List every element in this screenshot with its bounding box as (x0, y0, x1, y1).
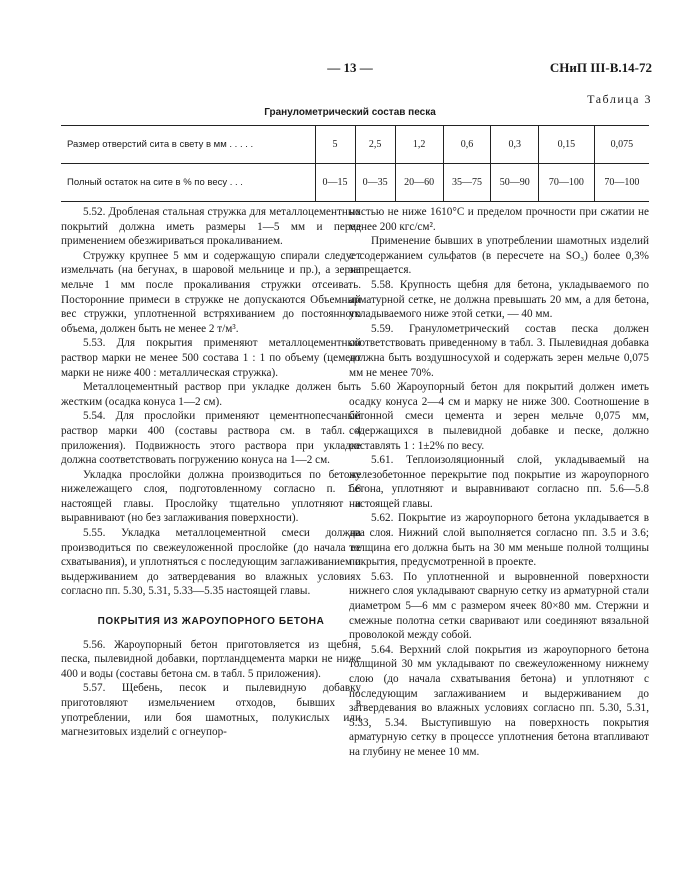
table-cell: 0,075 (594, 126, 649, 164)
paragraph-5-56: 5.56. Жароупорный бетон приготовляется из щебня, песка, пылевидной добавки, портландцемента марки не ниже 400 и воды (составы бетона см. в табл. 5 приложения). (61, 638, 361, 680)
paragraph-5-63: 5.63. По уплотненной и выровненной поверхности нижнего слоя укладывают сварную сетку из арматурной стали диаметром 5—6 мм с размером ячеек 80×80 мм. Стержни и смежные полотна сетки сваривают или соединяют вязальной проволокой между собой. (349, 570, 649, 642)
paragraph-5-60: 5.60 Жароупорный бетон для покрытий должен иметь осадку конуса 2—4 см и марку не ниже 300. Соотношение в бетонной смеси цемента и зерен мельче 0,075 мм, содержащихся в пылевидной добавке и песке, должно составлять 1 : 1±2% по весу. (349, 381, 649, 452)
right-column (349, 205, 649, 760)
grain-composition-table (61, 125, 649, 202)
table-title: Гранулометрический состав песка (264, 107, 436, 118)
document-code: СНиП III-В.14-72 (549, 60, 652, 75)
paragraph-text: Применение бывших в употреблении шамотных изделий с содержанием сульфатов (в пересчете на SO₃) более 0,3% запрещается. (349, 235, 649, 277)
table-cell: 0,15 (539, 126, 595, 164)
section-heading: ПОКРЫТИЯ ИЗ ЖАРОУПОРНОГО БЕТОНА (97, 616, 325, 628)
paragraph-5-53: 5.53. Для покрытия применяют металлоцементный раствор марки не менее 500 состава 1 : 1 по объему (цемент марки не ниже 400 : металлическая стружка). (61, 337, 361, 379)
paragraph-continuation: ностью не ниже 1610°С и пределом прочности при сжатии не менее 200 кгс/см². (349, 206, 649, 233)
table-cell: 5 (315, 126, 355, 164)
row-label: Полный остаток на сите в % по весу . . . (61, 164, 315, 202)
paragraph-5-55: 5.55. Укладка металлоцементной смеси должна производиться по свежеуложенной прослойке (до начала ее схватывания), и уплотняться с последующим заглаживанием и выдерживанием до затвердевания во влажных условиях согласно пп. 5.30, 5.31, 5.33—5.35 настоящей главы. (61, 527, 361, 598)
paragraph-text: Металлоцементный раствор при укладке должен быть жестким (осадка конуса 1—2 см). (61, 381, 361, 408)
table-row (61, 164, 649, 202)
table-cell: 0,6 (443, 126, 491, 164)
paragraph-5-64: 5.64. Верхний слой покрытия из жароупорного бетона толщиной 30 мм укладывают по свежеуложенному нижнему слою (до начала схватывания бетона) и уплотняют с последующим заглаживанием и выдерживанием до затвердевания во влажных условиях согласно пп. 5.30, 5.31, 5.33, 5.34. Выступившую на поверхность покрытия арматурную сетку в процессе уплотнения бетона втапливают на глубину не менее 10 мм. (349, 643, 649, 758)
table-cell: 2,5 (355, 126, 395, 164)
table-cell: 0—15 (315, 164, 355, 202)
paragraph-text: Укладка прослойки должна производиться по бетону нижележащего слоя, подготовленному согласно п. 1.6 настоящей главы. Прослойку тщательно уплотняют и выравнивают (но без заглаживания поверхности). (61, 468, 361, 525)
row-label: Размер отверстий сита в свету в мм . . . . . (61, 126, 315, 164)
table-row (61, 126, 649, 164)
paragraph-5-62: 5.62. Покрытие из жароупорного бетона укладывается в два слоя. Нижний слой выполняется согласно пп. 3.5 и 3.6; толщина его должна быть на 30 мм меньше полной толщины покрытия, предусмотренной в проекте. (349, 512, 649, 569)
paragraph-5-52: 5.52. Дробленая стальная стружка для металлоцементных покрытий должна иметь размеры 1—5 мм и перед применением обезжириваться прокаливанием. (61, 206, 361, 248)
table-cell: 70—100 (594, 164, 649, 202)
table-label: Таблица 3 (587, 92, 652, 106)
paragraph-5-59: 5.59. Гранулометрический состав песка должен соответствовать приведенному в табл. 3. Пылевидная добавка должна быть воздушносухой и содержать зерен мельче 0,075 мм не менее 70%. (349, 322, 649, 379)
table-cell: 1,2 (395, 126, 443, 164)
paragraph-5-57: 5.57. Щебень, песок и пылевидную добавку приготовляют измельчением отходов, бывших в употреблении, или боя шамотных, полукислых или магнезитовых изделий с огнеупор- (61, 682, 361, 739)
left-column (61, 205, 361, 740)
paragraph-5-54: 5.54. Для прослойки применяют цементнопесчаный раствор марки 400 (составы раствора см. в табл. 4 приложения). Подвижность этого раствора при укладке должна соответствовать погружению конуса на 1—2 см. (61, 410, 361, 467)
table-cell: 50—90 (491, 164, 539, 202)
table-cell: 20—60 (395, 164, 443, 202)
table-cell: 0—35 (355, 164, 395, 202)
table-cell: 70—100 (539, 164, 595, 202)
page-number: — 13 — (327, 60, 373, 75)
paragraph-5-58: 5.58. Крупность щебня для бетона, укладываемого по арматурной сетке, не должна превышать 20 мм, а для бетона, укладываемого ниже этой сетки, — 40 мм. (349, 278, 649, 321)
table-cell: 35—75 (443, 164, 491, 202)
paragraph-text: Стружку крупнее 5 мм и содержащую спирали следует измельчать (на бегунах, в шаровой мельнице и пр.), а зерна мельче 1 мм после прокаливания стружки отсеивать. Посторонние примеси в стружке не допускаются Объемный вес стружки, уплотненной встряхиванием до постоянного объема, должен быть не менее 2 т/м³. (61, 249, 361, 335)
paragraph-5-61: 5.61. Теплоизоляционный слой, укладываемый на железобетонное перекрытие под покрытие из жароупорного бетона, уплотняют и выравнивают согласно пп. 5.6—5.8 настоящей главы. (349, 454, 649, 510)
table-cell: 0,3 (491, 126, 539, 164)
